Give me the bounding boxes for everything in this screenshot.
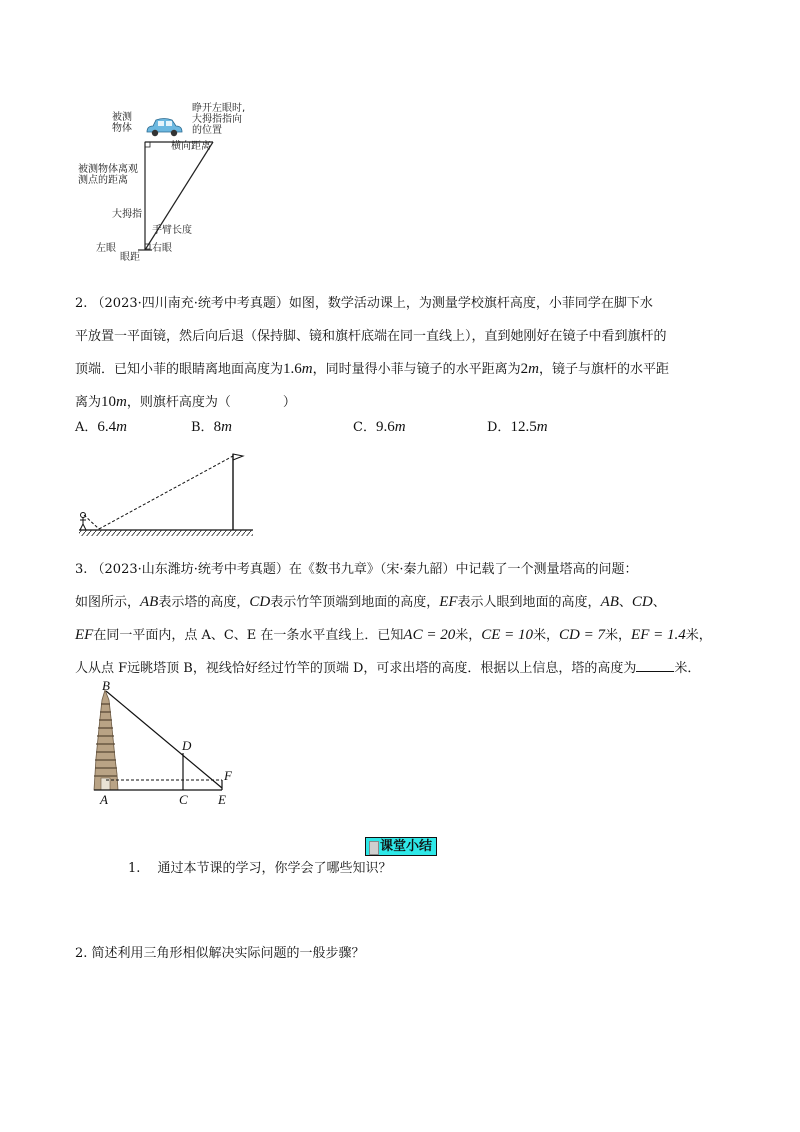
q3-given-cd: CD = 7 — [559, 627, 606, 643]
q2-text: ，则旗杆高度为（ ） — [126, 395, 296, 410]
q2-mirror-distance: 2 — [520, 361, 529, 377]
summary-badge: 课堂小结 — [365, 837, 437, 856]
q2-options — [75, 416, 675, 440]
q3-unit: 米， — [533, 628, 560, 643]
q2-text: ，镜子与旗杆的水平距 — [538, 362, 669, 377]
point-d-label: D — [182, 738, 192, 753]
q2-unit: m — [301, 361, 313, 377]
q3-given-ce: CE = 10 — [481, 627, 534, 643]
flagpole-mirror-diagram — [75, 448, 255, 540]
q3-given-ac: AC = 20 — [403, 627, 456, 643]
q3-text: 、 — [652, 595, 666, 610]
q3-segment: CD — [249, 594, 271, 610]
label-arm-length: 手臂长度 — [152, 225, 192, 236]
q3-line-2 — [75, 586, 765, 619]
q3-text: 表示竹竿顶端到地面的高度， — [270, 595, 440, 610]
q2-unit: m — [528, 361, 539, 377]
label-object-distance: 被测物体离观 测点的距离 — [78, 164, 138, 186]
q2-line-2: 平放置一平面镜，然后向后退（保持脚、镜和旗杆底端在同一直线上），直到她刚好在镜子中看到旗杆的 — [75, 329, 667, 344]
label-horizontal-distance: 横向距离 — [171, 141, 211, 152]
figure-thumb-measure — [78, 100, 258, 265]
question-3 — [75, 553, 765, 685]
q2-line-1: 2. （2023·四川南充·统考中考真题）如图，数学活动课上，为测量学校旗杆高度，小菲同学在脚下水 — [75, 296, 653, 311]
q3-line-3 — [75, 619, 765, 652]
q2-unit: m — [116, 394, 127, 410]
q3-segment: AB — [140, 594, 159, 610]
q3-text: 在同一平面内，点 A、C、E 在一条水平直线上．已知 — [93, 628, 404, 643]
q3-text: 如图所示， — [75, 595, 141, 610]
q3-line-1: 3. （2023·山东潍坊·统考中考真题）在《数书九章》（宋·秦九韶）中记载了一个测量塔高的问题： — [75, 562, 638, 577]
q3-unit: 米， — [455, 628, 482, 643]
q3-unit: 米， — [685, 628, 712, 643]
point-c-label: C — [179, 792, 188, 807]
q2-line-3 — [75, 353, 755, 386]
q3-text: 表示人眼到地面的高度， — [457, 595, 601, 610]
label-eye-distance: 眼距 — [120, 252, 140, 263]
q2-pole-distance: 10 — [101, 394, 117, 410]
q3-segment: CD — [631, 594, 653, 610]
pagoda-icon — [94, 690, 118, 790]
q3-given-ef: EF = 1.4 — [631, 627, 686, 643]
q2-text: 离为 — [75, 395, 102, 410]
tower-diagram — [88, 678, 248, 810]
q2-option-a[interactable]: A．6.4m — [75, 419, 127, 435]
q3-text: 米． — [674, 661, 701, 676]
summary-question-1: 1. 通过本节课的学习，你学会了哪些知识？ — [128, 861, 392, 876]
q3-answer-blank[interactable] — [636, 657, 674, 672]
car-icon — [144, 117, 184, 139]
q2-line-4 — [75, 386, 755, 419]
point-e-label: E — [218, 792, 226, 807]
q3-segment: AB — [600, 594, 619, 610]
q3-text: 人从点 F远眺塔顶 B，视线恰好经过竹竿的顶端 D，可求出塔的高度．根据以上信息，塔的高度为 — [75, 661, 637, 676]
label-thumb-position: 睁开左眼时, 大拇指指向 的位置 — [192, 103, 246, 136]
q3-unit: 米， — [605, 628, 632, 643]
label-object: 被测 物体 — [112, 112, 132, 134]
point-b-label: B — [102, 678, 110, 693]
q2-text: ，同时量得小菲与镜子的水平距离为 — [312, 362, 521, 377]
point-a-label: A — [100, 792, 108, 807]
q2-option-c[interactable]: C．9.6m — [353, 419, 406, 435]
q3-text: 表示塔的高度， — [158, 595, 250, 610]
q3-segment: EF — [75, 627, 94, 643]
q3-text: 、 — [618, 595, 632, 610]
label-left-eye: 左眼 — [96, 243, 116, 254]
point-f-label: F — [224, 768, 232, 783]
q2-option-b[interactable]: B．8m — [191, 419, 232, 435]
summary-question-2: 2. 简述利用三角形相似解决实际问题的一般步骤？ — [75, 946, 365, 961]
label-right-eye: 右眼 — [152, 243, 172, 254]
q2-text: 顶端．已知小菲的眼睛离地面高度为 — [75, 362, 284, 377]
q2-option-d[interactable]: D．12.5m — [487, 419, 548, 435]
question-2 — [75, 287, 755, 419]
q3-segment: EF — [439, 594, 458, 610]
tower-figure — [88, 678, 248, 810]
label-thumb: 大拇指 — [112, 209, 142, 220]
q2-eye-height: 1.6 — [283, 361, 302, 377]
